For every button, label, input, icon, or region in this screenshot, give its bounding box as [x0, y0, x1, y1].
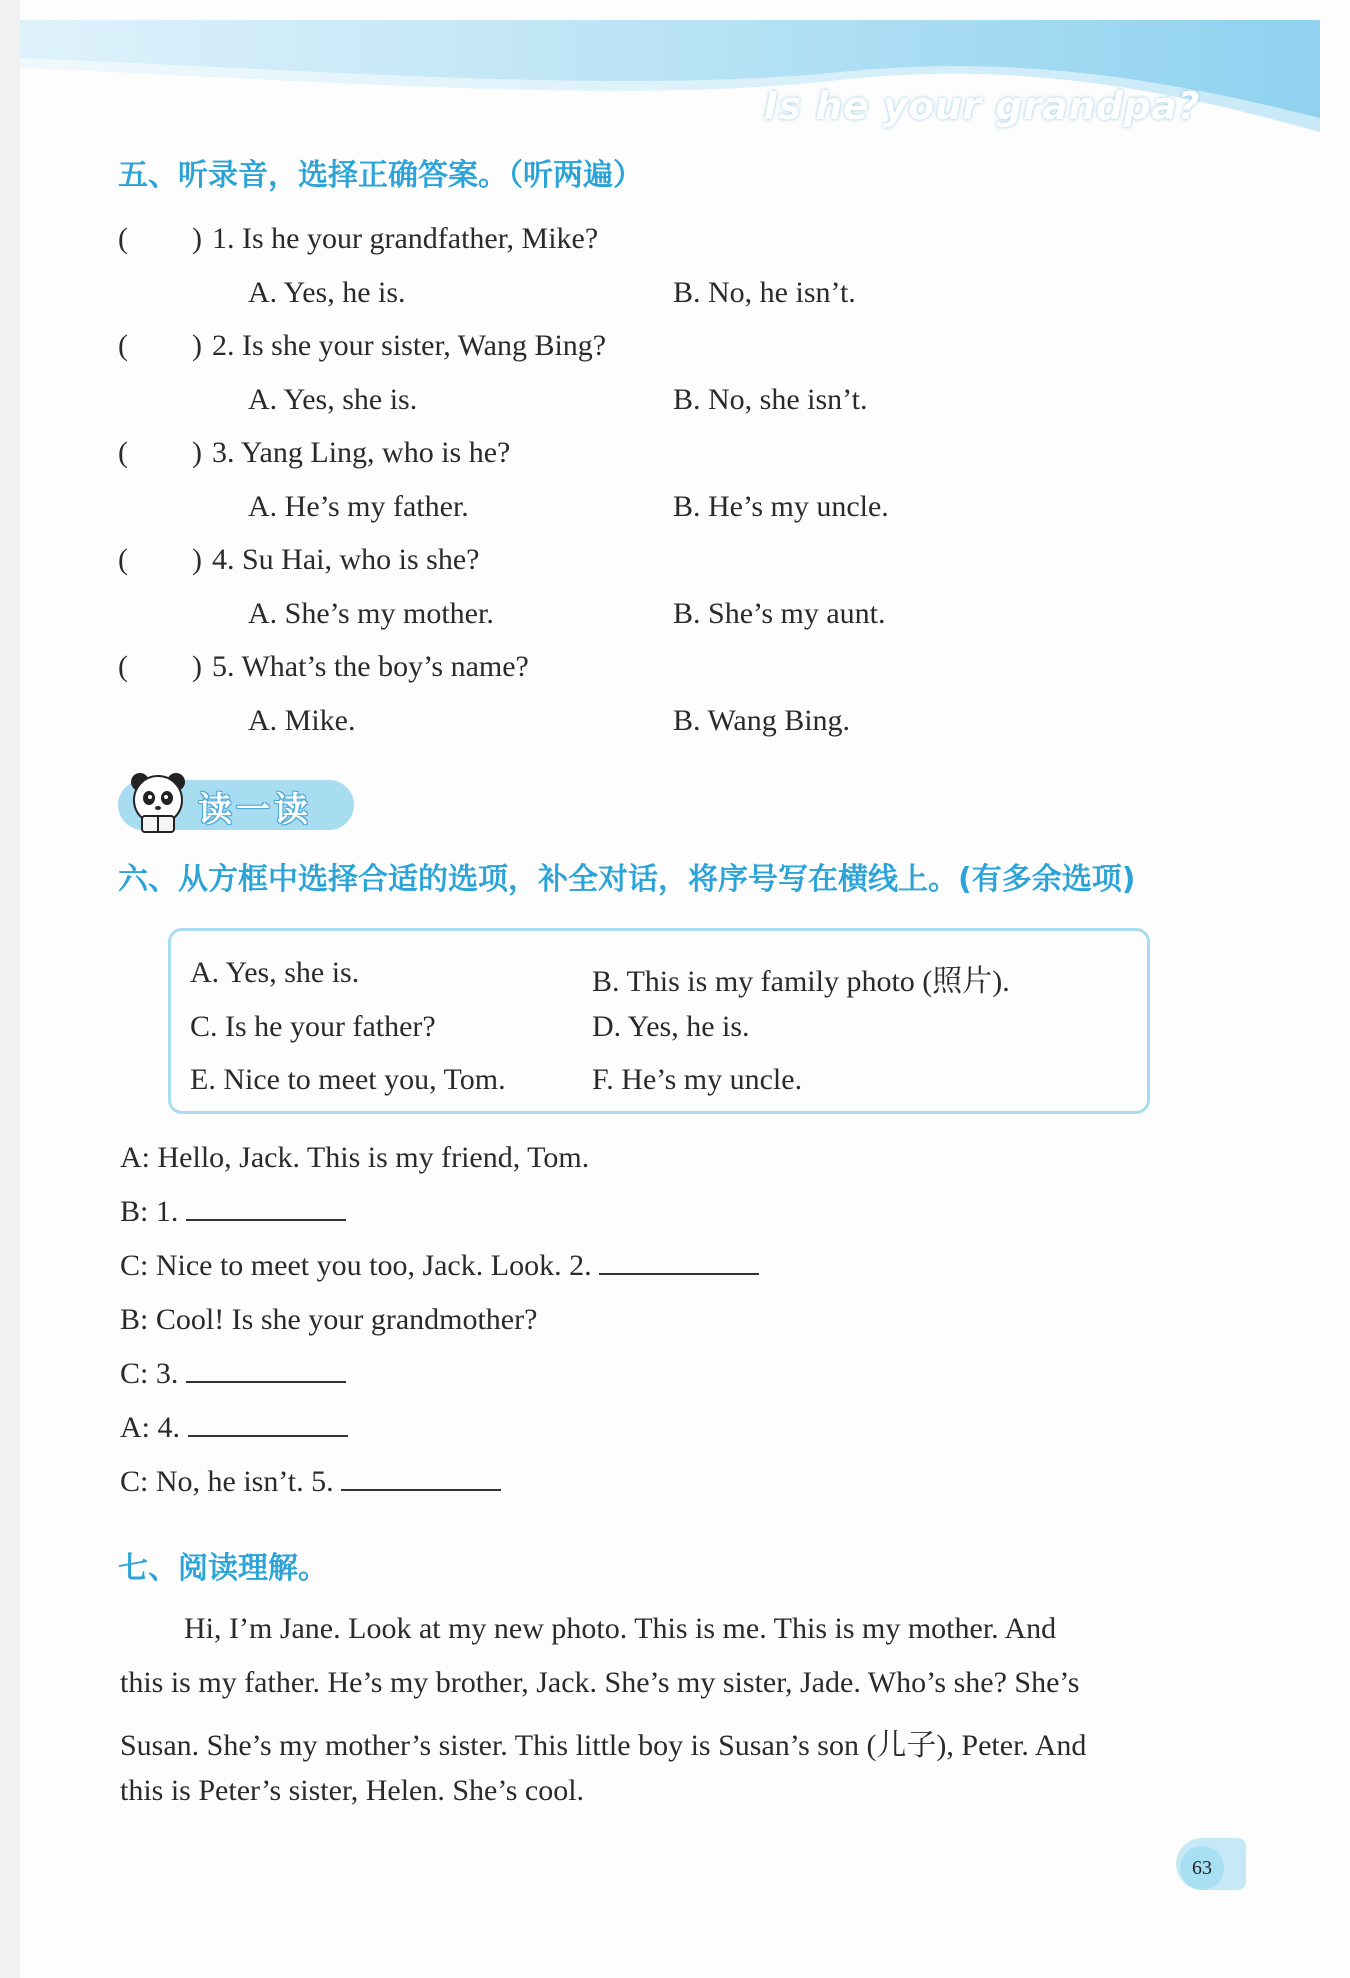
option-a: A. She’s my mother.: [248, 597, 494, 630]
dialogue-line: [120, 1465, 501, 1499]
dialogue-text: A: 4.: [120, 1411, 188, 1444]
option-a: A. He’s my father.: [248, 490, 469, 523]
option-b: B. No, she isn’t.: [673, 383, 868, 416]
answer-paren-close: ): [192, 543, 202, 576]
question-text: 4. Su Hai, who is she?: [212, 543, 480, 576]
answer-blank-1[interactable]: [186, 1195, 346, 1221]
dialogue-text: C: 3.: [120, 1357, 186, 1390]
header-title: Is he your grandpa?: [763, 84, 1200, 128]
option-a: A. Mike.: [248, 704, 356, 737]
box-option-c: C. Is he your father?: [190, 1010, 436, 1043]
dialogue-line: [120, 1141, 589, 1175]
answer-paren-open[interactable]: (: [118, 543, 128, 576]
answer-paren-close: ): [192, 436, 202, 469]
dialogue-text: C: Nice to meet you too, Jack. Look. 2.: [120, 1249, 600, 1282]
answer-paren-open[interactable]: (: [118, 222, 128, 255]
header-band: [20, 20, 1320, 132]
reading-line-2: this is my father. He’s my brother, Jack. She’s my sister, Jade. Who’s she? She’s: [120, 1666, 1080, 1699]
answer-blank-2[interactable]: [599, 1249, 759, 1275]
answer-blank-5[interactable]: [341, 1465, 501, 1491]
page-edge: [0, 0, 20, 1978]
section-5-title: 五、听录音，选择正确答案。（听两遍）: [118, 158, 643, 193]
option-a: A. Yes, she is.: [248, 383, 418, 416]
answer-paren-close: ): [192, 222, 202, 255]
dialogue-line: [120, 1357, 346, 1391]
reading-line-4: this is Peter’s sister, Helen. She’s cool.: [120, 1774, 585, 1807]
option-a: A. Yes, he is.: [248, 276, 406, 309]
read-banner-label: 读一读: [198, 790, 312, 830]
dialogue-text: C: No, he isn’t. 5.: [120, 1465, 342, 1498]
question-text: 5. What’s the boy’s name?: [212, 650, 529, 683]
reading-line-3: Susan. She’s my mother’s sister. This little boy is Susan’s son (儿子), Peter. And: [120, 1729, 1087, 1762]
answer-blank-3[interactable]: [186, 1357, 346, 1383]
box-option-e: E. Nice to meet you, Tom.: [190, 1063, 506, 1096]
answer-paren-open[interactable]: (: [118, 650, 128, 683]
box-option-a: A. Yes, she is.: [190, 956, 360, 989]
section-6-title: 六、从方框中选择合适的选项，补全对话，将序号写在横线上。(有多余选项): [118, 862, 1136, 897]
option-b: B. No, he isn’t.: [673, 276, 856, 309]
box-option-d: D. Yes, he is.: [592, 1010, 750, 1043]
box-option-b: B. This is my family photo (照片).: [592, 965, 1010, 998]
question-text: 1. Is he your grandfather, Mike?: [212, 222, 599, 255]
dialogue-line: [120, 1249, 759, 1283]
answer-paren-open[interactable]: (: [118, 436, 128, 469]
panda-icon: [128, 770, 188, 834]
page-number: 63: [1180, 1846, 1224, 1890]
answer-paren-close: ): [192, 650, 202, 683]
question-text: 3. Yang Ling, who is he?: [212, 436, 511, 469]
dialogue-line: [120, 1195, 346, 1229]
dialogue-text: B: Cool! Is she your grandmother?: [120, 1303, 538, 1336]
read-banner: [118, 780, 354, 830]
option-b: B. She’s my aunt.: [673, 597, 886, 630]
answer-paren-close: ): [192, 329, 202, 362]
answer-blank-4[interactable]: [188, 1411, 348, 1437]
dialogue-text: A: Hello, Jack. This is my friend, Tom.: [120, 1141, 590, 1174]
dialogue-text: B: 1.: [120, 1195, 186, 1228]
dialogue-line: [120, 1303, 537, 1337]
option-b: B. Wang Bing.: [673, 704, 851, 737]
answer-paren-open[interactable]: (: [118, 329, 128, 362]
question-text: 2. Is she your sister, Wang Bing?: [212, 329, 607, 362]
dialogue-line: [120, 1411, 348, 1445]
option-b: B. He’s my uncle.: [673, 490, 889, 523]
box-option-f: F. He’s my uncle.: [592, 1063, 803, 1096]
reading-line-1: Hi, I’m Jane. Look at my new photo. This is me. This is my mother. And: [184, 1612, 1057, 1645]
section-7-title: 七、阅读理解。: [118, 1551, 328, 1586]
